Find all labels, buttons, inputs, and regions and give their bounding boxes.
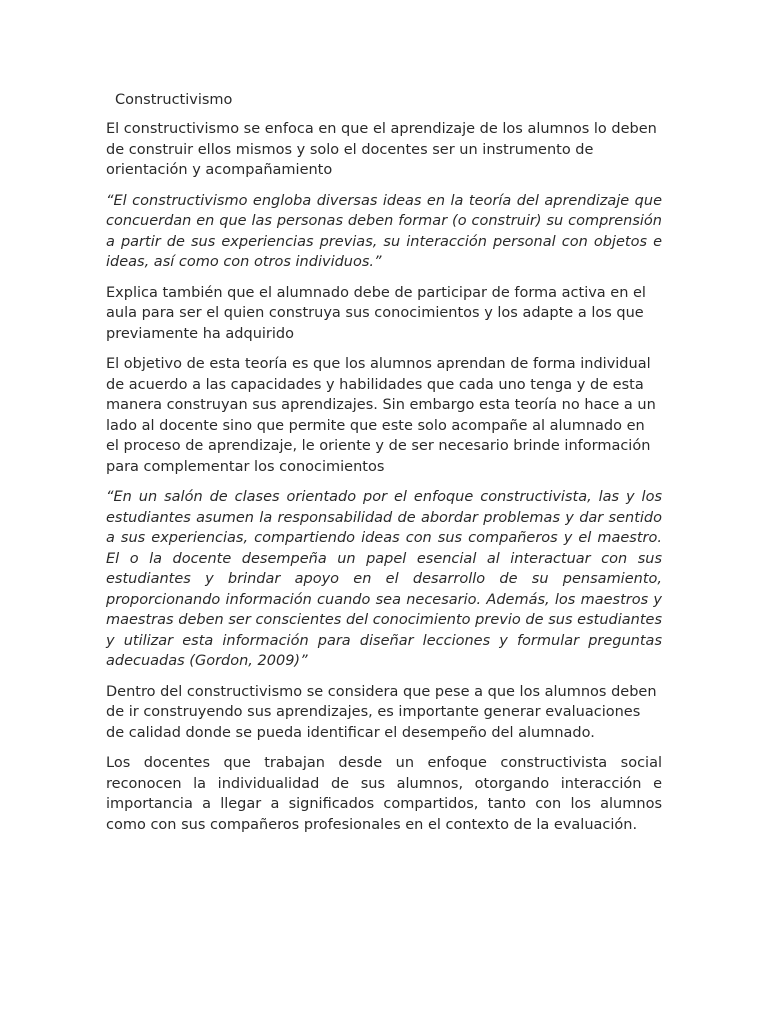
- paragraph-evaluation: Dentro del constructivismo se considera que pese a que los alumnos deben de ir construyendo sus aprendizajes, es importante generar evaluaciones de calidad donde se pueda identificar el desempeño del alumnado.: [106, 683, 657, 741]
- paragraph-social-constructivism: Los docentes que trabajan desde un enfoque constructivista social reconocen la individualidad de sus alumnos, otorgando interacción e importancia a llegar a significados compartidos, tanto con los alumnos como con sus compañeros profesionales en el contexto de la evaluación.: [106, 755, 662, 833]
- paragraph-active-participation: Explica también que el alumnado debe de participar de forma activa en el aula para ser el quien construya sus conocimientos y los adapte a los que previamente ha adquirido: [106, 284, 646, 342]
- quote-gordon: “En un salón de clases orientado por el enfoque constructivista, las y los estudiantes asumen la responsabilidad de abordar problemas y dar sentido a sus experiencias, compartiendo ideas con sus compañeros y el maestro. El o la docente desempeña un papel esencial al interactuar con sus estudiantes y brindar apoyo en el desarrollo de su pensamiento, proporcionando información cuando sea necesario. Además, los maestros y maestras deben ser conscientes del conocimiento previo de sus estudiantes y utilizar esta información para diseñar lecciones y formular preguntas adecuadas (Gordon, 2009)”: [106, 489, 662, 669]
- quote-definition: “El constructivismo engloba diversas ideas en la teoría del aprendizaje que concuerdan en que las personas deben formar (o construir) su comprensión a partir de sus experiencias previas, su interacción personal con objetos e ideas, así como con otros individuos.”: [106, 192, 662, 270]
- document-body: [106, 90, 662, 845]
- paragraph-intro: El constructivismo se enfoca en que el aprendizaje de los alumnos lo deben de construir ellos mismos y solo el docentes ser un instrumento de orientación y acompañamiento: [106, 121, 657, 178]
- paragraph-objective: El objetivo de esta teoría es que los alumnos aprendan de forma individual de acuerdo a las capacidades y habilidades que cada uno tenga y de esta manera construyan sus aprendizajes. Sin embargo esta teoría no hace a un lado al docente sino que permite que este solo acompañe al alumnado en el proceso de aprendizaje, le oriente y de ser necesario brinde información para complementar los conocimientos: [106, 356, 656, 475]
- document-title: Constructivismo: [115, 92, 233, 108]
